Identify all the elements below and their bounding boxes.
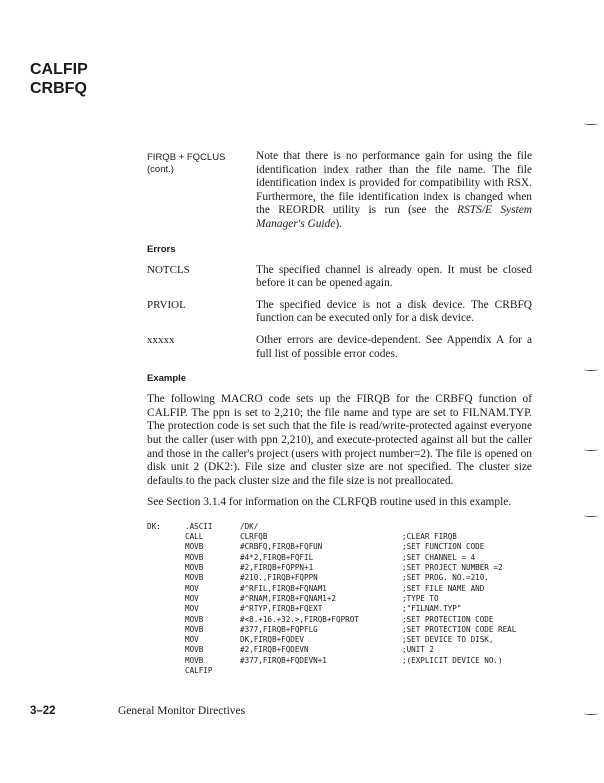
code-label — [147, 625, 185, 635]
code-opcode: MOVB — [185, 645, 204, 655]
code-opcode: MOVB — [185, 624, 204, 634]
code-operand: #^RTYP,FIRQB+FQEXT — [240, 604, 323, 614]
code-label — [147, 594, 185, 604]
code-line — [147, 553, 532, 563]
code-line — [147, 625, 532, 635]
code-comment: ;UNIT 2 — [402, 645, 435, 655]
code-comment: ;SET CHANNEL = 4 — [402, 552, 476, 562]
code-operand: CLRFQB — [240, 532, 268, 542]
code-opcode: MOVB — [185, 563, 204, 573]
manual-reference: RSTS/E System Manager's Guide — [256, 204, 532, 230]
code-operand: #^RFIL,FIRQB+FQNAM1 — [240, 583, 327, 593]
code-comment: ;TYPE TO — [402, 593, 439, 603]
code-operand: #<8.+16.+32.>,FIRQB+FQPROT — [240, 614, 359, 624]
code-line — [147, 563, 532, 573]
error-row — [147, 334, 532, 361]
error-desc: The specified channel is already open. It must be closed before it can be opened again. — [256, 263, 532, 290]
error-desc: Other errors are device-dependent. See Appendix A for a full list of possible error codes. — [256, 333, 532, 360]
page-footer — [30, 704, 532, 738]
code-comment: ;SET FUNCTION CODE — [402, 542, 485, 552]
code-opcode: MOVB — [185, 614, 204, 624]
code-label — [147, 542, 185, 552]
error-row — [147, 264, 532, 291]
error-desc: The specified device is not a disk device. The CRBFQ function can be executed only for a disk device. — [256, 298, 532, 325]
code-operand: #2,FIRQB+FQDEVN — [240, 645, 309, 655]
code-operand: #377,FIRQB+FQPFLG — [240, 624, 318, 634]
intro-label-main: FIRQB + FQCLUS — [147, 152, 226, 163]
example-paragraph: The following MACRO code sets up the FIRQB for the CRBFQ function of CALFIP. The ppn is set to 2,210; the file name and type are set to FILNAM.TYP. The protection code is set such that the file is read/write-protected against everyone but the caller (user with ppn 2,210), and execute-protected against all but the caller and those in the caller's project (users with project number=2). The file is opened on disk unit 2 (DK2:). File size and cluster size are not specified. The cluster size defaults to the pack cluster size and the file size is not preallocated. — [147, 393, 532, 487]
code-line — [147, 573, 532, 583]
code-label — [147, 656, 185, 666]
code-operand: #4*2,FIRQB+FQFIL — [240, 552, 314, 562]
code-comment: ;SET PROTECTION CODE REAL — [402, 624, 517, 634]
code-line — [147, 522, 532, 532]
code-line — [147, 666, 532, 676]
code-label — [147, 666, 185, 676]
code-opcode: MOVB — [185, 573, 204, 583]
code-opcode: CALFIP — [185, 666, 213, 676]
code-comment: ;SET PROTECTION CODE — [402, 614, 494, 624]
margin-mark — [584, 368, 598, 371]
code-line — [147, 635, 532, 645]
code-label — [147, 553, 185, 563]
margin-mark — [584, 122, 598, 125]
intro-label-sub: (cont.) — [147, 164, 174, 175]
code-comment: ;SET PROJECT NUMBER =2 — [402, 563, 503, 573]
code-label — [147, 573, 185, 583]
intro-row — [147, 150, 532, 232]
page-content — [30, 150, 532, 738]
section-subtitle: CRBFQ — [30, 80, 87, 97]
code-listing — [147, 522, 532, 676]
error-code: NOTCLS — [147, 263, 190, 276]
code-operand: /DK/ — [240, 521, 259, 531]
code-opcode: MOVB — [185, 655, 204, 665]
code-comment: ;SET PROG. NO.=210. — [402, 573, 489, 583]
code-line — [147, 656, 532, 666]
page-number: 3–22 — [30, 705, 56, 718]
code-opcode: MOV — [185, 593, 199, 603]
code-line — [147, 532, 532, 542]
code-comment: ;SET FILE NAME AND — [402, 583, 485, 593]
code-label — [147, 584, 185, 594]
code-opcode: .ASCII — [185, 521, 213, 531]
intro-label — [147, 150, 256, 232]
code-opcode: MOV — [185, 635, 199, 645]
code-label — [147, 635, 185, 645]
code-label — [147, 604, 185, 614]
code-line — [147, 645, 532, 655]
code-opcode: MOVB — [185, 552, 204, 562]
margin-mark — [584, 712, 598, 715]
section-title: CALFIP — [30, 61, 88, 78]
code-operand: #CRBFQ,FIRQB+FQFUN — [240, 542, 323, 552]
intro-text — [256, 150, 532, 232]
code-label — [147, 532, 185, 542]
code-comment — [402, 666, 532, 676]
code-operand: #2,FIRQB+FQPPN+1 — [240, 563, 314, 573]
code-operand: #^RNAM,FIRQB+FQNAM1+2 — [240, 593, 337, 603]
code-line — [147, 594, 532, 604]
margin-mark — [584, 448, 598, 451]
errors-heading: Errors — [147, 243, 176, 255]
code-comment: ;SET DEVICE TO DISK, — [402, 635, 494, 645]
code-line — [147, 584, 532, 594]
code-comment — [402, 522, 532, 532]
footer-title: General Monitor Directives — [118, 705, 246, 718]
code-label — [147, 563, 185, 573]
error-row — [147, 299, 532, 326]
code-line — [147, 604, 532, 614]
intro-text-end: ). — [335, 217, 342, 230]
code-operand — [240, 666, 402, 676]
code-comment: ;(EXPLICIT DEVICE NO.) — [402, 655, 503, 665]
margin-mark — [584, 514, 598, 517]
error-code: PRVIOL — [147, 298, 186, 311]
code-opcode: MOV — [185, 583, 199, 593]
code-opcode: CALL — [185, 532, 204, 542]
code-line — [147, 615, 532, 625]
code-label — [147, 645, 185, 655]
code-opcode: MOV — [185, 604, 199, 614]
code-line — [147, 542, 532, 552]
code-operand: DK,FIRQB+FQDEV — [240, 635, 305, 645]
example-heading: Example — [147, 373, 187, 385]
code-comment: ;CLEAR FIRQB — [402, 532, 457, 542]
code-label — [147, 615, 185, 625]
code-operand: #377,FIRQB+FQDEVN+1 — [240, 655, 327, 665]
code-comment: ;"FILNAM.TYP" — [402, 604, 462, 614]
intro-text-main: Note that there is no performance gain for using the file identification index rather than the file name. The file identification index is provided for compatibility with RSX. Furthermore, the file identification index is changed when the REORDR utility is run (see the — [256, 150, 532, 217]
error-code: xxxxx — [147, 333, 175, 346]
code-label: DK: — [147, 521, 161, 531]
example-paragraph-2: See Section 3.1.4 for information on the CLRFQB routine used in this example. — [147, 496, 512, 509]
code-opcode: MOVB — [185, 542, 204, 552]
code-operand: #210.,FIRQB+FQPPN — [240, 573, 318, 583]
